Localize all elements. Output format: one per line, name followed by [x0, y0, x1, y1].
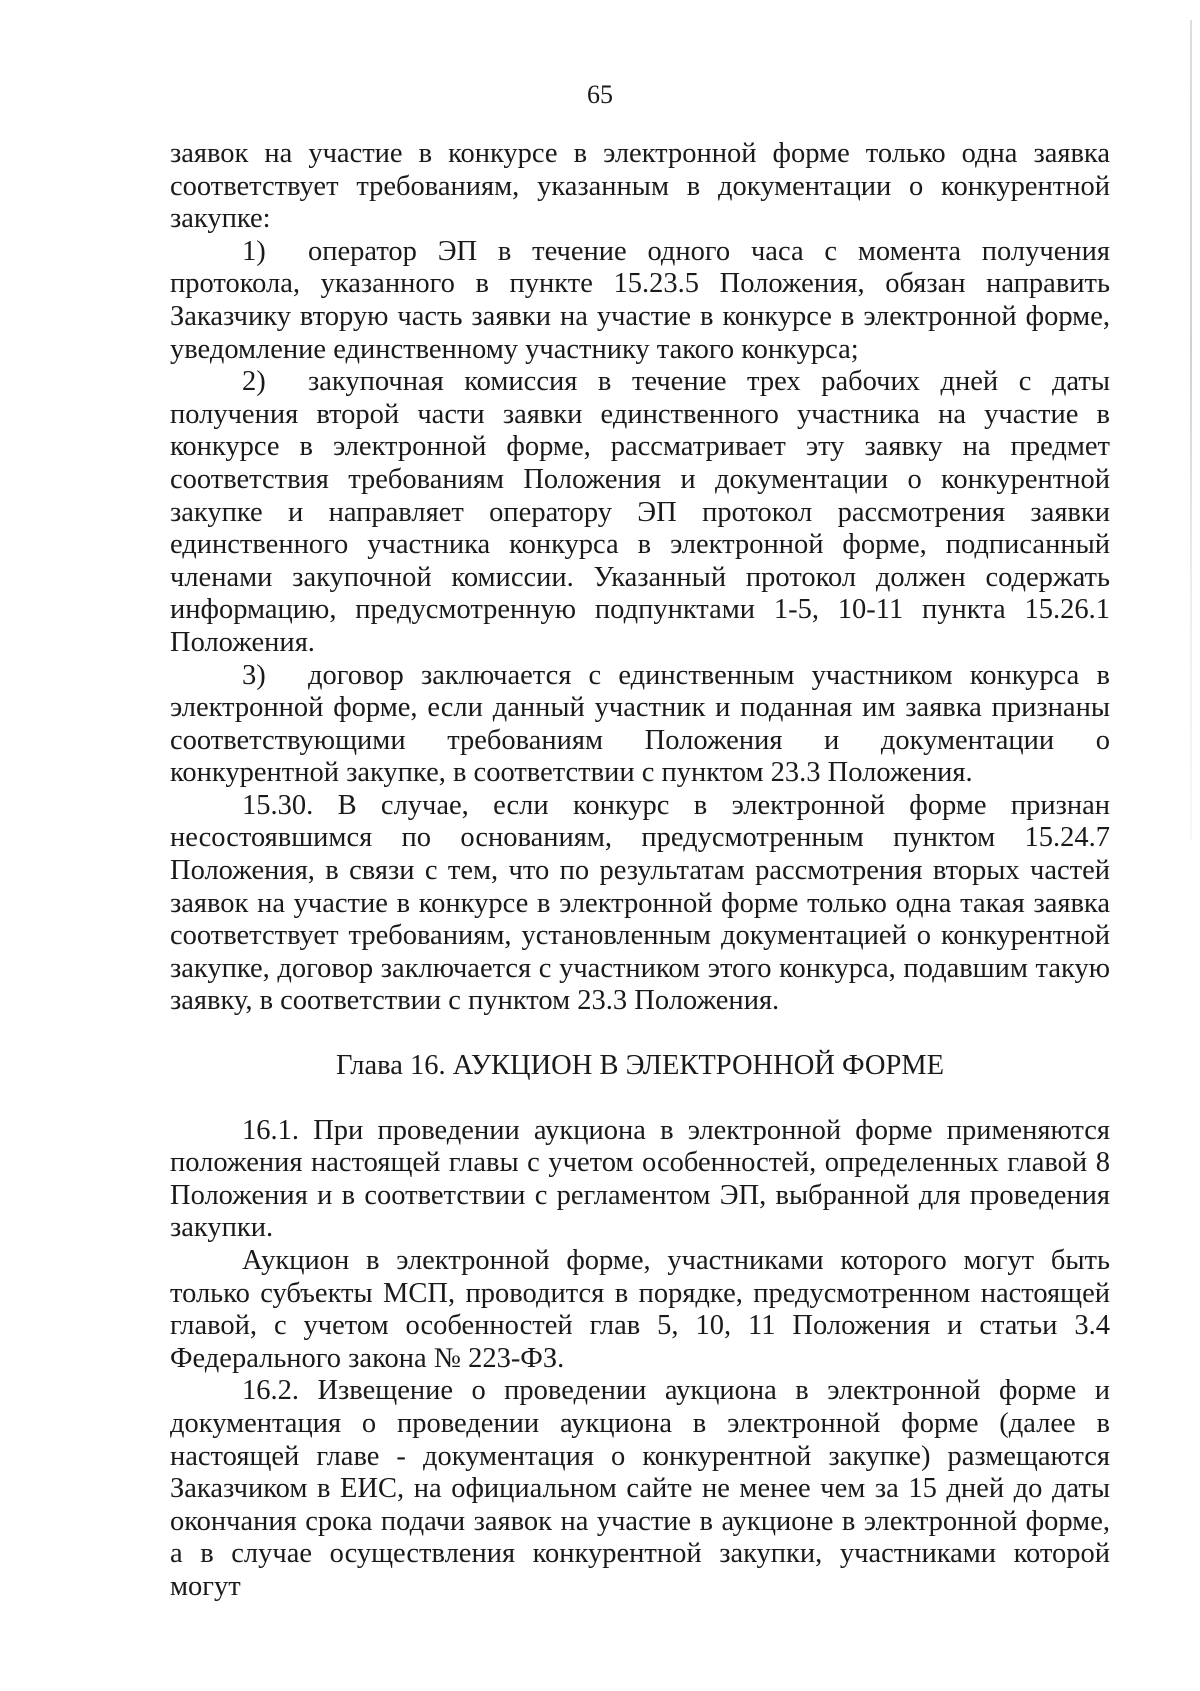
list-item-2-number: 2) — [242, 366, 266, 398]
scan-edge-mark — [1190, 20, 1192, 840]
paragraph-15-30: 15.30. В случае, если конкурс в электронной форме признан несостоявшимся по основаниям, предусмотренным пунктом 15.24.7 Положения, в связи с тем, что по результатам рассмотрения вторых частей заявок на участие в конкурсе в электронной форме только одна такая заявка соответствует требованиям, установленным документацией о конкурентной закупке, договор заключается с участником этого конкурса, подавшим такую заявку, в соответствии с пунктом 23.3 Положения. — [170, 789, 1110, 1017]
list-item-1-text: оператор ЭП в течение одного часа с момента получения протокола, указанного в пункте 15.23.5 Положения, обязан направить Заказчику вторую часть заявки на участие в конкурсе в электронной форме, уведомление единственному участнику такого конкурса; — [170, 235, 1110, 365]
list-item-3-number: 3) — [242, 659, 266, 691]
paragraph-16-2: 16.2. Извещение о проведении аукциона в электронной форме и документация о проведении аукциона в электронной форме (далее в настоящей главе - документация о конкурентной закупке) размещаются Заказчиком в ЕИС, на официальном сайте не менее чем за 15 дней до даты окончания срока подачи заявок на участие в аукционе в электронной форме, а в случае осуществления конкурентной закупки, участниками которой могут — [170, 1375, 1110, 1602]
page-number: 65 — [587, 80, 613, 109]
document-body — [170, 138, 1110, 1604]
list-item-3-text: договор заключается с единственным участником конкурса в электронной форме, если данный участник и поданная им заявка признаны соответствующими требованиям Положения и документации о конкурентной закупке, в соответствии с пунктом 23.3 Положения. — [170, 659, 1110, 789]
list-item-1 — [170, 236, 1110, 366]
list-item-2 — [170, 366, 1110, 659]
paragraph-continuation: заявок на участие в конкурсе в электронной форме только одна заявка соответствует требованиям, указанным в документации о конкурентной закупке: — [170, 138, 1110, 235]
list-item-1-number: 1) — [242, 235, 266, 267]
list-item-3 — [170, 660, 1110, 790]
paragraph-16-1: 16.1. При проведении аукциона в электронной форме применяются положения настоящей главы с учетом особенностей, определенных главой 8 Положения и в соответствии с регламентом ЭП, выбранной для проведения закупки. — [170, 1114, 1110, 1244]
paragraph-16-1-msp: Аукцион в электронной форме, участниками которого могут быть только субъекты МСП, проводится в порядке, предусмотренном настоящей главой, с учетом особенностей глав 5, 10, 11 Положения и статьи 3.4 Федерального закона № 223-ФЗ. — [170, 1245, 1110, 1374]
chapter-heading: Глава 16. АУКЦИОН В ЭЛЕКТРОННОЙ ФОРМЕ — [335, 1050, 945, 1082]
list-item-2-text: закупочная комиссия в течение трех рабочих дней с даты получения второй части заявки единственного участника на участие в конкурсе в электронной форме, рассматривает эту заявку на предмет соответствия требованиям Положения и документации о конкурентной закупке и направляет оператору ЭП протокол рассмотрения заявки единственного участника конкурса в электронной форме, подписанный членами закупочной комиссии. Указанный протокол должен содержать информацию, предусмотренную подпунктами 1-5, 10-11 пункта 15.26.1 Положения. — [170, 366, 1110, 658]
